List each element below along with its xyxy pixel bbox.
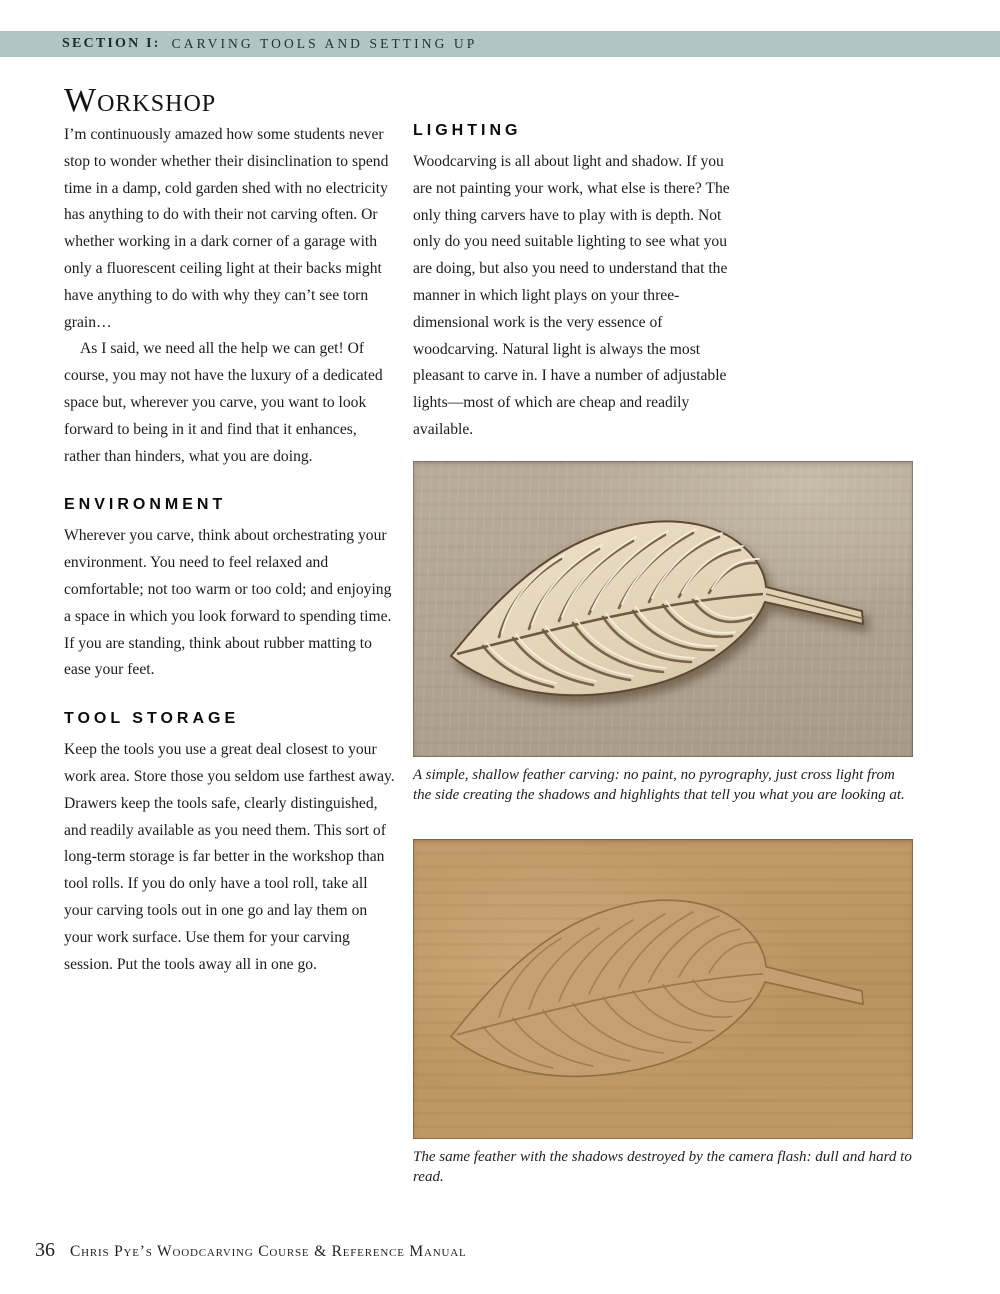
figure-cross-light (413, 461, 916, 806)
two-column-layout (64, 122, 916, 1188)
photo-1-caption: A simple, shallow feather carving: no paint, no pyrography, just cross light from the side creating the shadows and highlights that tell you what you are looking at. (413, 766, 905, 804)
tool-storage-paragraph: Keep the tools you use a great deal closest to your work area. Store those you seldom use farthest away. Drawers keep the tools safe, clearly distinguished, and readily available as you need them. This sort of long-term storage is far better in the workshop than tool rolls. If you do only have a tool roll, take all your carving tools out in one go and lay them on your work surface. Use them for your carving session. Put the tools away all in one go. (64, 741, 395, 973)
section-banner (0, 31, 1000, 57)
environment-paragraph: Wherever you carve, think about orchestrating your environment. You need to feel relaxed and comfortable; not too warm or too cold; and enjoying a space in which you look forward to spending time. If you are standing, think about rubber matting to ease your feet. (64, 527, 392, 679)
feather-carving-image-flat (413, 839, 913, 1139)
right-column (413, 122, 916, 1188)
tool-storage-heading: TOOL STORAGE (64, 710, 240, 728)
page-title: Workshop (64, 82, 217, 119)
feather-carving-photo-flash (413, 839, 913, 1139)
section-title: CARVING TOOLS AND SETTING UP (171, 36, 478, 51)
section-label: SECTION I: (62, 36, 161, 51)
photo-2-caption: The same feather with the shadows destroyed by the camera flash: dull and hard to read. (413, 1148, 912, 1186)
feather-carving-image (413, 461, 913, 757)
book-title: Chris Pye’s Woodcarving Course & Reference Manual (70, 1243, 467, 1260)
page-footer (35, 1239, 467, 1262)
environment-heading: ENVIRONMENT (64, 496, 227, 514)
intro-paragraph-1: I’m continuously amazed how some students never stop to wonder whether their disinclination to spend time in a damp, cold garden shed with no electricity has anything to do with their not carving often. Or whether working in a dark corner of a garage with only a fluorescent ceiling light at their backs might have anything to do with why they can’t see torn grain… (64, 126, 389, 331)
figure-flash-light (413, 839, 916, 1188)
left-column (64, 122, 395, 1188)
page-number: 36 (35, 1239, 55, 1261)
feather-carving-photo-cross-light (413, 461, 913, 757)
lighting-heading: LIGHTING (413, 122, 522, 139)
intro-paragraph-2: As I said, we need all the help we can get! Of course, you may not have the luxury of a dedicated space but, wherever you carve, you want to look forward to being in it and find that it enhances, rather than hinders, what you are doing. (64, 340, 383, 465)
lighting-paragraph: Woodcarving is all about light and shadow. If you are not painting your work, what else is there? The only thing carvers have to play with is depth. Not only do you need suitable lighting to see what you are doing, but also you need to understand that the manner in which light plays on your three-dimensional work is the very essence of woodcarving. Natural light is always the most pleasant to carve in. I have a number of adjustable lights—most of which are cheap and readily available. (413, 153, 730, 438)
